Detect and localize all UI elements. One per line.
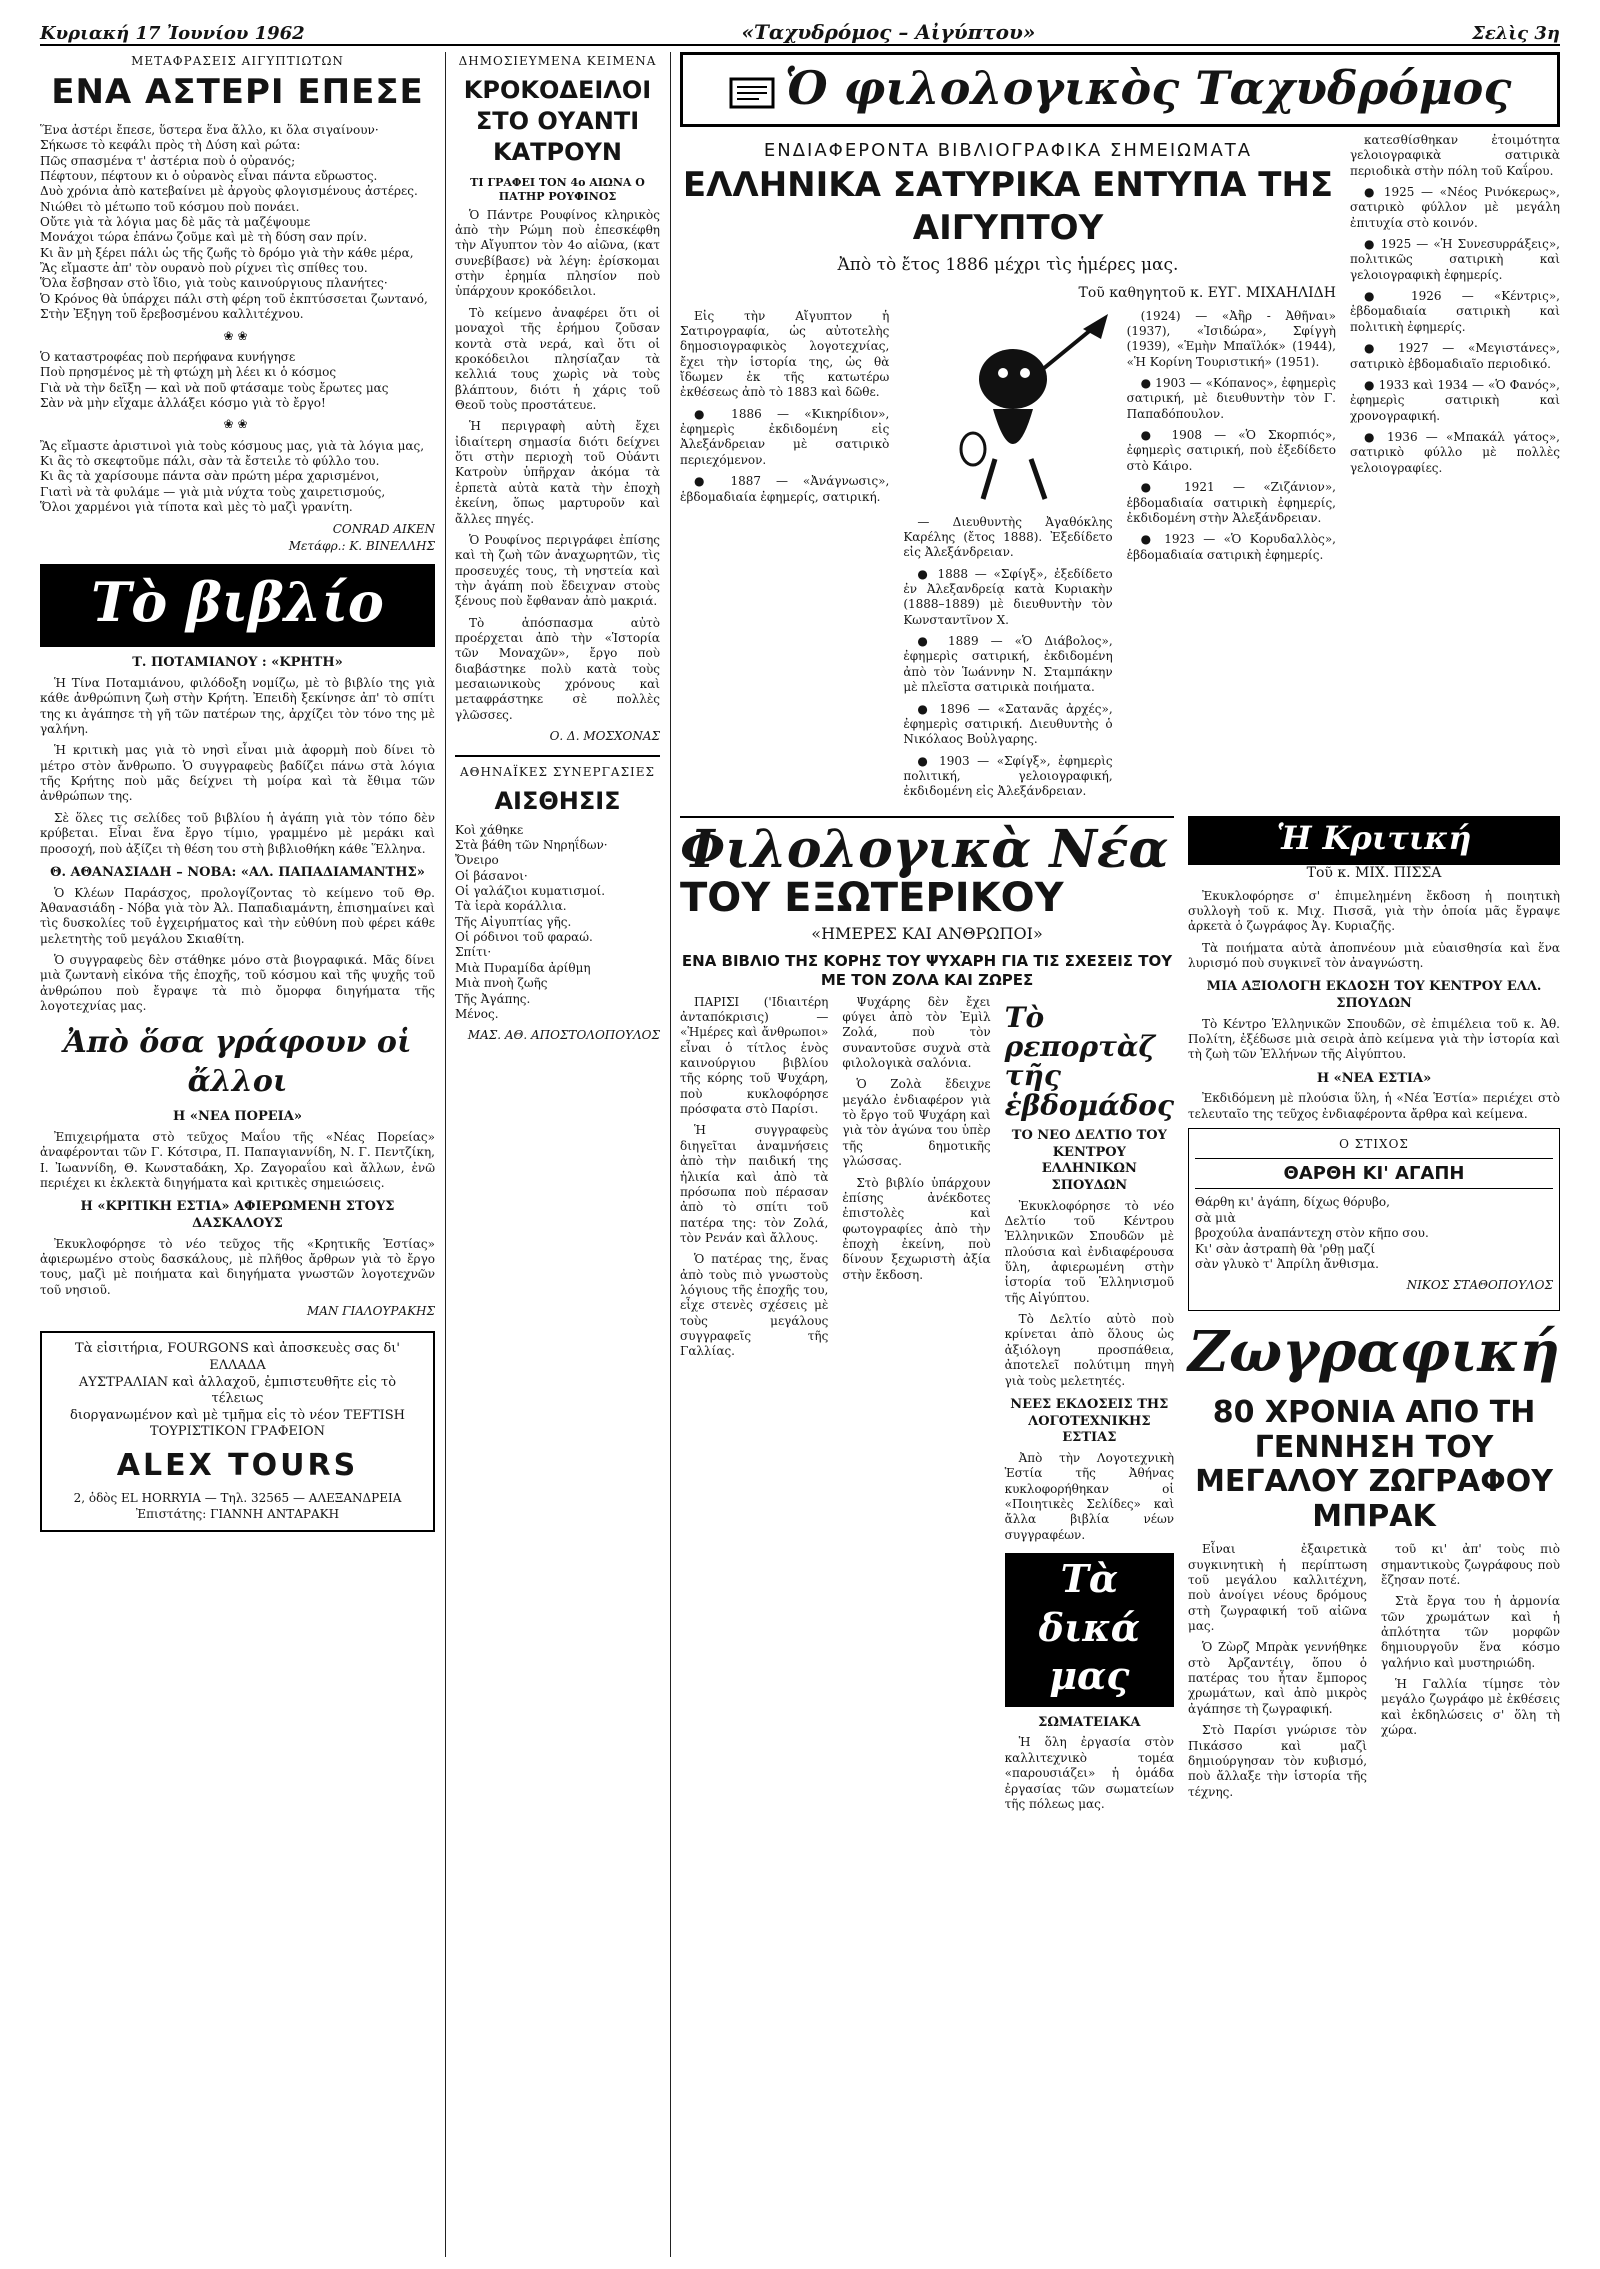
- foreign-news-column: [680, 995, 828, 1819]
- poem-title: ΕΝΑ ΑΣΤΕΡΙ ΕΠΕΣΕ: [51, 72, 424, 113]
- braque-column: [1188, 1542, 1367, 1806]
- paragraph: κατεσθίσθηκαν ἐτοιμότητα γελοιογραφικὰ σατιρικὰ περιοδικὰ στὴν πόλη τοῦ Καΐρου.: [1350, 132, 1560, 178]
- reportaz-heading: ΤΟ ΝΕΟ ΔΕΛΤΙΟ ΤΟΥ ΚΕΝΤΡΟΥ ΕΛΛΗΝΙΚΩΝ ΣΠΟΥΔΩΝ: [1011, 1128, 1167, 1193]
- paragraph: τοῦ κι' ἀπ' τοὺς πιὸ σημαντικοὺς ζωγράφους ποὺ ἔζησαν ποτέ.: [1381, 1542, 1560, 1587]
- article-column: [680, 309, 889, 806]
- poem-line: Γιατὶ νὰ τὰ φυλάμε — γιὰ μιὰ νύχτα τοὺς χαιρετισμούς,: [40, 484, 386, 499]
- poem-line: Στὰ βάθη τῶν Νηρηΐδων·: [455, 837, 608, 852]
- poem-title: ΑΙΣΘΗΣΙΣ: [494, 786, 621, 815]
- paragraph: ● 1933 καὶ 1934 — «Ὁ Φανός», ἐφημερὶς σατιρικὴ καὶ χρονογραφική.: [1350, 377, 1560, 423]
- poem-line: Οἱ ρόδινοι τοῦ φαραώ.: [455, 930, 593, 945]
- paragraph: Στὸ βιβλίο ὑπάρχουν ἐπίσης ἀνέκδοτες ἐπιστολὲς καὶ φωτογραφίες ἀπὸ τὴν ἐποχὴ ἐκείνη, ποὺ δίνουν ξεχωριστὴ ἀξία στὴν ἔκδοση.: [842, 1175, 991, 1282]
- paragraph: ● 1925 — «Νέος Ρινόκερως», σατιρικὸ φύλλον μὲ μεγάλη ἐπιτυχία στὸ κοινόν.: [1350, 184, 1560, 230]
- paragraph: ● 1923 — «Ὁ Κορυδαλλὸς», ἑβδομαδιαία σατιρικὴ ἐφημερίς.: [1126, 532, 1336, 562]
- paragraph: Τὸ κείμενο ἀναφέρει ὅτι οἱ μοναχοὶ τῆς ἐρήμου ζοῦσαν κοντὰ στὰ νερά, καὶ ὅτι οἱ κροκόδειλοι πλησίαζαν τὰ κελλιά τους χωρὶς νὰ τοὺς βλάπτουν, διότι ἡ χάρις τοῦ Θεοῦ τοὺς προστάτευε.: [455, 305, 660, 412]
- paragraph: Ἡ κριτικὴ μας γιὰ τὸ νησὶ εἶναι μιὰ ἀφορμὴ ποὺ δίνει τὸ μέτρο στὸν ἄνθρωπο. Ὁ συγγραφεὺς βαδίζει πάνω στὰ λόγια τῆς Κρήτης ποὺ μᾶς δείχνει τὴ μοίρα καὶ τὰ ἔθιμα τῶν ἀνθρώπων της.: [40, 743, 435, 804]
- ad-manager: Ἐπιστάτης: ΓΙΑΝΝΗ ΑΝΤΑΡΑΚΗ: [135, 1506, 340, 1521]
- article-author: Τοῦ καθηγητοῦ κ. ΕΥΓ. ΜΙΧΑΗΛΙΔΗ: [1078, 284, 1336, 301]
- paragraph: ● 1908 — «Ὁ Σκορπιός», ἐφημερὶς σατιρική, ποὺ ἐξεδίδετο στὸ Κάιρο.: [1126, 428, 1336, 473]
- poem-line: Μένος.: [455, 1006, 499, 1021]
- poem-line: Θάρθη κι' ἀγάπη, δίχως θόρυβο,: [1195, 1195, 1390, 1210]
- poem-line: Κοὶ χάθηκε: [455, 822, 524, 837]
- column-middle: [455, 52, 660, 2257]
- poem-line: Ἂς εἴμαστε ἀριστινοὶ γιὰ τοὺς κόσμους μας, γιὰ τὰ λόγια μας,: [40, 438, 425, 453]
- paragraph: (1924) — «Ἀἢρ - Ἀθῆναι» (1937), «Ἰσιδώρα», Σφίγγὴ (1939), «Ἑμὴν Μπαϊλόκ» (1944), «Ἡ Κορίνη Τουριστική» (1951).: [1126, 308, 1336, 369]
- poem-author: CONRAD AIKEN: [332, 521, 435, 536]
- poem-line: Τῆς Αἰγυπτίας γῆς.: [455, 914, 572, 929]
- review-body: [40, 676, 435, 857]
- paragraph: ● 1921 — «Ζιζάνιον», ἑβδομαδιαία σατιρικὴ ἐφημερίς, ἐκδιδομένη στὴν Ἀλεξάνδρειαν.: [1126, 480, 1336, 525]
- others-heading: Η «ΝΕΑ ΠΟΡΕΙΑ»: [173, 1109, 302, 1125]
- poem-line: Ὁ καταστροφέας ποὺ περήφανα κυνήγησε: [40, 349, 296, 364]
- paragraph: Τὸ Κέντρο Ἑλληνικῶν Σπουδῶν, σὲ ἐπιμέλεια τοῦ κ. Ἀθ. Πολίτη, ἐξέδωσε μιὰ σειρὰ ἀπὸ κείμενα γιὰ τὴν ἱστορία καὶ τὴ ζωὴ τῶν Ἑλλήνων τῆς Αἰγύπτου.: [1188, 1016, 1560, 1062]
- article-subtitle: ΤΙ ΓΡΑΦΕΙ ΤΟΝ 4ο ΑΙΩΝΑ Ο ΠΑΤΗΡ ΡΟΥΦΙΝΟΣ: [470, 175, 645, 203]
- section-kicker: ΜΕΤΑΦΡΑΣΕΙΣ ΑΙΓΥΠΤΙΩΤΩΝ: [131, 54, 344, 68]
- section-logo-text: Ὁ φιλολογικὸς Ταχυδρόμος: [784, 61, 1512, 115]
- our-news-heading: ΣΩΜΑΤΕΙΑΚΑ: [1038, 1714, 1141, 1730]
- section-kicker: ΕΝΔΙΑΦΕΡΟΝΤΑ ΒΙΒΛΙΟΓΡΑΦΙΚΑ ΣΗΜΕΙΩΜΑΤΑ: [763, 139, 1253, 161]
- divider: [455, 755, 660, 757]
- paragraph: Ἐκυκλοφόρησε σ' ἐπιμελημένη ἔκδοση ἡ ποιητικὴ συλλογὴ τοῦ κ. Μιχ. Πισσᾶ, γιὰ τὴν ὁποία μᾶς ἔγραψε ἀρκετὰ ὁ ζωγράφος Ἀγ. Κυριαζῆς.: [1188, 888, 1560, 934]
- paragraph: Τὸ Δελτίο αὐτὸ ποὺ κρίνεται ἀπὸ ὅλους ὡς ἀξιόλογη προσπάθεια, ἀποτελεῖ πολύτιμη πηγὴ γιὰ τοὺς μελετητές.: [1004, 1312, 1175, 1388]
- alex-tours-advertisement: [40, 1331, 435, 1532]
- foreign-news-heading: ΕΝΑ ΒΙΒΛΙΟ ΤΗΣ ΚΟΡΗΣ ΤΟΥ ΨΥΧΑΡΗ ΓΙΑ ΤΙΣ ΣΧΕΣΕΙΣ ΤΟΥ ΜΕ ΤΟΝ ΖΟΛΑ ΚΑΙ ΖΩΡΕΣ: [681, 952, 1173, 990]
- newspaper-icon: [729, 73, 775, 111]
- paragraph: Ἐκδιδόμενη μὲ πλούσια ὕλη, ἡ «Νέα Ἑστία» περιέχει στὸ τελευταῖο της τεῦχος ἐνδιαφέροντα ἄρθρα καὶ κείμενα.: [1188, 1091, 1560, 1121]
- poem-line: Μιὰ πνοὴ ζωῆς: [455, 976, 548, 991]
- paragraph: Ἡ συγγραφεὺς διηγεῖται ἀναμνήσεις ἀπὸ τὴν παιδική της ἡλικία καὶ ἀπὸ τὰ πρόσωπα ποὺ πέρασαν ἀπὸ τὸ σπίτι τοῦ πατέρα της: τὸν Ζολά, τὸν Ρενάν καὶ ἄλλους.: [680, 1123, 829, 1245]
- poem-line: Στὴν Ἐξηγη τοῦ ἔρεβοσμένου καλλιτέχνου.: [40, 307, 304, 322]
- others-body: [40, 1130, 435, 1191]
- paragraph: ● 1936 — «Μπακάλ γάτος», σατιρικὸ φύλλο μὲ πολλὲς γελοιογραφίες.: [1350, 429, 1560, 475]
- paragraph: ● 1888 — «Σφίγξ», ἐξεδίδετο ἐν Ἀλεξανδρείᾳ κατὰ Κυριακὴν (1888–1889) μὲ διευθυντὴν τὸν Κωνσταντῖνον Χ.: [903, 566, 1113, 627]
- separator-ornament: ❀❀: [223, 417, 252, 432]
- article-title: ΚΡΟΚΟΔΕΙΛΟΙ ΣΤΟ ΟΥΑΝΤΙ ΚΑΤΡΟΥΝ: [463, 76, 652, 166]
- article-body: [455, 208, 660, 724]
- paragraph: ● 1887 — «Ἀνάγνωσις», ἑβδομαδιαία ἐφημερίς, σατιρική.: [680, 474, 890, 504]
- critique-author: Τοῦ κ. ΜΙΧ. ΠΙΣΣΑ: [1306, 864, 1442, 881]
- poem-line: Ὄνειρο: [455, 853, 499, 868]
- reportaz-body: [1005, 1199, 1174, 1389]
- review-body: [40, 886, 435, 1015]
- ad-line: διοργανωμένον καὶ μὲ τμῆμα εἰς τὸ νέον TEFTISH: [70, 1407, 405, 1423]
- poem-line: Ὅλα ἔσβησαν στὸ ἴδιο, γιὰ τοὺς καινούργιους πλανήτες·: [40, 276, 388, 291]
- poem-line: Ὅλοι χαρμένοι γιὰ τίποτα καὶ μὲς τὸ μαζὶ γρανίτη.: [40, 500, 353, 515]
- article-author: Ο. Δ. ΜΟΣΧΟΝΑΣ: [549, 729, 660, 744]
- poem-translator: Μετάφρ.: Κ. ΒΙΝΕΛΛΗΣ: [288, 538, 435, 553]
- lit-body: [1005, 1451, 1174, 1543]
- column-left: [40, 52, 435, 2257]
- paragraph: Ὁ Πάντρε Ρουφίνος κληρικὸς ἀπὸ τὴν Ρώμη ποὺ ἐπεσκέφθη τὴν Αἴγυπτον τὸν 4ο αἰῶνα, (κατ συνεβίβασε) νὰ λέγη: ἐρίσκομαι στὴν ἐρημία πλησίον ποὺ ὑπάρχουν κροκόδειλοι.: [455, 207, 660, 299]
- paragraph: Τὸ ἀπόσπασμα αὐτὸ προέρχεται ἀπὸ τὴν «Ἱστορία τῶν Μοναχῶν», ἔργο ποὺ διαβάστηκε πολὺ κατὰ τοὺς μεσαιωνικοὺς χρόνους καὶ μεταφράστηκε σὲ πολλὲς γλῶσσες.: [455, 615, 660, 722]
- poem-title: ΘΑΡΘΗ ΚΙ' ΑΓΑΠΗ: [1195, 1158, 1553, 1189]
- book-section-banner: Τὸ βιβλίο: [40, 564, 435, 647]
- nea-estia-heading: Η «ΝΕΑ ΕΣΤΙΑ»: [1316, 1070, 1432, 1086]
- issue-date: Κυριακή 17 Ἰουνίου 1962: [40, 23, 305, 44]
- paragraph: Ψυχάρης δὲν ἔχει φύγει ἀπὸ τὸν Ἐμὶλ Ζολά, ποὺ τὸν συναντοῦσε συχνὰ στὰ φιλολογικὰ σαλόνια.: [842, 994, 991, 1070]
- edition-heading: ΜΙΑ ΑΞΙΟΛΟΓΗ ΕΚΔΟΣΗ ΤΟΥ ΚΕΝΤΡΟΥ ΕΛΛ. ΣΠΟΥΔΩΝ: [1206, 979, 1542, 1011]
- article-column: [1127, 309, 1336, 806]
- paragraph: ● 1889 — «Ὁ Διάβολος», ἐφημερὶς σατιρική, ἐκδιδομένη ἀπὸ τὸν Ἱωάννην Ν. Σταμπάκην μὲ πλεῖστα σατιρικὰ ποιήματα.: [903, 634, 1113, 695]
- foreign-news-banner: Φιλολογικὰ Νέα: [680, 818, 1169, 880]
- paragraph: Στὸ Παρίσι γνώρισε τὸν Πικάσσο καὶ μαζὶ δημιούργησαν τὸν κυβισμό, ποὺ ἄλλαξε τὴν ἱστορία τῆς τέχνης.: [1188, 1723, 1368, 1799]
- poem-part-3: [40, 439, 435, 516]
- poem-line: Σὰν νὰ μὴν εἴχαμε ἀλλάξει κόσμο γιὰ τὸ ἔργο!: [40, 395, 326, 410]
- poem-line: Ὁ Κρόνος θὰ ὑπάρχει πάλι στὴ φέρη τοῦ ἐκπτύσσεται ζωντανό,: [40, 291, 428, 306]
- paragraph: Ὁ Κλέων Παράσχος, προλογίζοντας τὸ κείμενο τοῦ Θρ. Ἀθανασιάδη - Νόβα γιὰ τὸν Ἀλ. Παπαδιαμάντη, ἐπισημαίνει καὶ τὶς δυσκολίες τοῦ ἐγχειρήματος καὶ τὴν εὐθύνη ποὺ φέρει κάθε μελετητὴς τοῦ μεγάλου Σκιαθίτη.: [40, 885, 435, 946]
- column-right: [680, 52, 1560, 2257]
- section-kicker: ΑΘΗΝΑΪΚΕΣ ΣΥΝΕΡΓΑΣΙΕΣ: [459, 764, 656, 779]
- paragraph: ● 1903 — «Κόπανος», ἐφημερὶς σατιρική, μὲ διευθυντὴν τὸν Γ. Παπαδόπουλον.: [1126, 376, 1336, 421]
- poem-line: Σπίτι·: [455, 945, 492, 960]
- paragraph: ● 1896 — «Σατανᾶς ἀρχές», ἐφημερὶς σατιρική. Διευθυντὴς ὁ Νικόλαος Βοὐλγαρης.: [903, 701, 1113, 747]
- paragraph: ● 1926 — «Κέντρις», ἑβδομαδιαία σατιρικὴ καὶ πολιτικὴ ἐφημερίς.: [1350, 289, 1560, 334]
- cartoon-illustration: [933, 309, 1113, 509]
- paragraph: — Διευθυντὴς Ἀγαθόκλης Καρέλης (ἔτος 1888). Ἐξεδίδετο εἰς Ἀλεξάνδρειαν.: [903, 514, 1113, 560]
- article-title: ΕΛΛΗΝΙΚΑ ΣΑΤΥΡΙΚΑ ΕΝΤΥΠΑ ΤΗΣ ΑΙΓΥΠΤΟΥ: [682, 164, 1334, 249]
- poem-line: Ἂς εἴμαστε ἀπ' τὸν ουρανὸ ποὺ ρίχνει τὶς σπίθες του.: [40, 261, 368, 276]
- others-body: [40, 1237, 435, 1298]
- others-heading: Η «ΚΡΙΤΙΚΗ ΕΣΤΙΑ» ΑΦΙΕΡΩΜΕΝΗ ΣΤΟΥΣ ΔΑΣΚΑΛΟΥΣ: [80, 1199, 395, 1231]
- painting-section-logo: Ζωγραφική: [1188, 1318, 1560, 1385]
- paragraph: ● 1886 — «Κικηρίδιον», ἐφημερὶς ἐκδιδομένη εἰς Ἀλεξάνδρειαν μὲ σατιρικὸ περιεχόμενον.: [680, 406, 890, 467]
- paragraph: Ἡ Τίνα Ποταμιάνου, φιλόδοξη νομίζω, μὲ τὸ βιβλίο της γιὰ κάθε ἀνθρώπινη ζωὴ στὴν Κρήτη. Ἐπειδὴ ξεκίνησε ἀπ' τὸ σπίτι της κι ἀγάπησε τὴ γῆ τῶν πατέρων της, ἀρχίζει τὸν τόνο της μὲ γαλήνη.: [40, 675, 435, 737]
- poem-part-1: [40, 123, 435, 323]
- reportaz-banner: Τὸ ρεπορτὰζ τῆς ἑβδομάδος: [1004, 1000, 1175, 1122]
- poem-line: Οἱ βάσανοι·: [455, 868, 528, 883]
- poem-line: Κι ἂς τὰ χαρίσουμε πάντα σὰν πρώτη μέρα χαρισμένοι,: [40, 469, 380, 484]
- others-section-banner: Ἀπὸ ὅσα γράφουν οἱ ἄλλοι: [63, 1025, 412, 1099]
- paragraph: Ἐκυκλοφόρησε τὸ νέο τεῦχος τῆς «Κρητικῆς Ἑστίας» ἀφιερωμένο στοὺς δασκάλους, μὲ πλῆθος ἄρθρων γιὰ τὸ ἔργο τους, μαζὶ μὲ ποιήματα καὶ διηγήματα γνωστῶν λογοτεχνῶν τοῦ νησιοῦ.: [40, 1236, 435, 1297]
- poem-line: Κι ἂς τὸ σκεφτοῦμε πάλι, σὰν τὰ ἔστειλε τὸ φύλλο του.: [40, 454, 380, 469]
- column-divider: [445, 52, 446, 2257]
- poem-line: βροχούλα ἀναπάντεχη στὸν κῆπο σου.: [1195, 1226, 1429, 1241]
- poem-line: Μονάχοι τώρα ἐπάνω ζοῦμε καὶ μὲ τὴ δύση σαν πρίν.: [40, 230, 368, 245]
- review-heading: Θ. ΑΘΑΝΑΣΙΑΔΗ – ΝΟΒΑ: «ΑΛ. ΠΑΠΑΔΙΑΜΑΝΤΗΣ»: [50, 864, 425, 880]
- poem-line: Τῆς Ἀγάπης.: [455, 991, 531, 1006]
- poem-part-2: [40, 350, 435, 411]
- poem-line: Τὰ ἱερὰ κοράλλια.: [455, 899, 567, 914]
- poem-line: Ἕνα ἀστέρι ἔπεσε, ὕστερα ἕνα ἄλλο, κι ὅλα σιγαίνουν·: [40, 122, 379, 137]
- paragraph: Στὰ ἔργα του ἡ ἀρμονία τῶν χρωμάτων καὶ ἡ ἀπλότητα τῶν μορφῶν δημιουργοῦν ἕνα κόσμο γαλήνιο καὶ μυστηριώδη.: [1381, 1594, 1560, 1670]
- paragraph: Ὁ Ρουφίνος περιγράφει ἐπίσης καὶ τὴ ζωὴ τῶν ἀναχωρητῶν, τὶς προσευχές τους, τὴ νηστεία καὶ τὴν ἀγάπη ποὺ ἔδειχναν στοὺς ξένους ποὺ ἔφθαναν ἀπὸ μακριά.: [455, 532, 660, 609]
- paragraph: Σὲ ὅλες τις σελίδες τοῦ βιβλίου ἡ ἀγάπη γιὰ τὸν τόπο δὲν κρύβεται. Εἶναι ἕνα ἔργο τίμιο, γραμμένο μὲ μεράκι καὶ προσοχή, ποὺ ἀξίζει τὴ θέση του στὴ βιβλιοθήκη κάθε Ἕλληνα.: [40, 810, 435, 856]
- paragraph: Ἀπὸ τὴν Λογοτεχνικὴ Ἑστία τῆς Ἀθήνας κυκλοφορήθηκαν οἱ «Ποιητικὲς Σελίδες» καὶ ἄλλα βιβλία νέων συγγραφέων.: [1004, 1450, 1175, 1542]
- poem-line: σὰν γλυκὸ τ' Ἀπρίλη ἄνθισμα.: [1195, 1256, 1379, 1271]
- masthead: [40, 10, 1560, 46]
- poem-line: Δυὸ χρόνια ἀπὸ κατεβαίνει μὲ ἀργοὺς φλογισμένους ἀστέρες.: [40, 184, 418, 199]
- ad-line: ΑΥΣΤΡΑΛΙΑΝ καὶ ἀλλαχοῦ, ἐμπιστευθῆτε εἰς τὸ τέλειως: [78, 1374, 397, 1407]
- paragraph: ● 1925 — «Ἡ Συνεσυρράξεις», πολιτικῶς σατιρικὴ καὶ γελοιογραφικὴ ἐφημερίς.: [1350, 237, 1560, 282]
- paragraph: Ἡ Γαλλία τίμησε τὸν μεγάλο ζωγράφο μὲ ἐκθέσεις καὶ ἐκδηλώσεις σ' ὅλη τὴ χώρα.: [1381, 1677, 1560, 1738]
- section-kicker: ΔΗΜΟΣΙΕΥΜΕΝΑ ΚΕΙΜΕΝΑ: [458, 54, 657, 68]
- paragraph: Ὁ Ζολὰ ἔδειχνε μεγάλο ἐνδιαφέρον γιὰ τὸ ἔργο τοῦ Ψυχάρη καὶ γιὰ τὸν ἀγώνα του ὑπὲρ τῆς δημοτικῆς γλώσσας.: [842, 1077, 991, 1169]
- poem-line: Σήκωσε τὸ κεφάλι πρὸς τὴ Δύση καὶ ρώτα:: [40, 138, 301, 153]
- page-number: Σελὶς 3η: [1472, 23, 1560, 44]
- section-logo: [680, 52, 1560, 127]
- poem-line: Πέφτουν, πέφτουν κι ὁ οὐρανὸς εἶναι πάντα εὔρωστος.: [40, 168, 378, 183]
- poem-line: Κι ἂν μὴ ξέρει πάλι ὡς τῆς ζωῆς τὸ δρόμο γιὰ τὴν κάθε μέρα,: [40, 245, 414, 260]
- poem-box: [1188, 1128, 1560, 1311]
- separator-ornament: ❀❀: [223, 328, 252, 343]
- foreign-news-banner-sub: ΤΟΥ ΕΞΩΤΕΡΙΚΟΥ: [680, 874, 1064, 921]
- poem-body: [1195, 1195, 1553, 1272]
- paragraph: Εἶναι ἐξαιρετικὰ συγκινητικὴ ἡ περίπτωση τοῦ μεγάλου καλλιτέχνη, ποὺ ἀνοίγει νέους δρόμους στὴ ζωγραφική τοῦ αἰῶνα μας.: [1188, 1542, 1368, 1634]
- article-deck: Ἀπὸ τὸ ἔτος 1886 μέχρι τὶς ἡμέρες μας.: [837, 254, 1179, 275]
- paragraph: Ἡ περιγραφὴ αὐτὴ ἔχει ἰδιαίτερη σημασία διότι δείχνει ὅτι στὴν περιοχὴ τοῦ Οὐάντι Κατροὺν ὑπῆρχαν ἀκόμα τὰ ἑρπετὰ αὐτὰ κατὰ τὴν ἐποχὴ ἐκείνη, ὅπως μαρτυροῦν καὶ ἄλλες πηγές.: [455, 419, 660, 526]
- poem-body: [455, 823, 660, 1023]
- paragraph: Ὁ πατέρας της, ἕνας ἀπὸ τοὺς πιὸ γνωστοὺς λόγιους τῆς ἐποχῆς του, εἶχε στενὲς σχέσεις μὲ τοὺς μεγάλους συγγραφεῖς τῆς Γαλλίας.: [680, 1252, 829, 1359]
- poem-line: Μιὰ Πυραμίδα ἀρίθμη: [455, 960, 591, 975]
- poem-line: Νιώθει τὸ μέτωπο τοῦ κόσμου ποὺ πονάει.: [40, 199, 300, 214]
- ad-address: 2, ὁδὸς EL HORRYIA — Τηλ. 32565 — ΑΛΕΞΑΝΔΡΕΙΑ: [73, 1491, 402, 1506]
- paragraph: Ὁ Ζὼρζ Μπρὰκ γεννήθηκε στὸ Ἀρζαντέιγ, ὅπου ὁ πατέρας του ἦταν ἔμπορος χρωμάτων, καὶ ἀπὸ μικρὸς ἀγάπησε τὴ ζωγραφική.: [1188, 1640, 1368, 1716]
- poem-author: ΜΑΣ. ΑΘ. ΑΠΟΣΤΟΛΟΠΟΥΛΟΣ: [467, 1028, 660, 1043]
- foreign-news-section: [680, 816, 1174, 1819]
- poem-line: Γιὰ νὰ τὴν δεῖξη — καὶ νὰ ποῦ φτάσαμε τοὺς ἔρωτες μας: [40, 380, 389, 395]
- poem-line: σὰ μιὰ: [1195, 1210, 1236, 1225]
- poem-author: ΝΙΚΟΣ ΣΤΑΘΟΠΟΥΛΟΣ: [1406, 1278, 1553, 1293]
- foreign-news-column: [842, 995, 990, 1819]
- braque-article-title: 80 ΧΡΟΝΙΑ ΑΠΟ ΤΗ ΓΕΝΝΗΣΗ ΤΟΥ ΜΕΓΑΛΟΥ ΖΩΓΡΑΦΟΥ ΜΠΡΑΚ: [1195, 1395, 1553, 1534]
- our-news-banner: Τὰ δικά μας: [1005, 1553, 1174, 1707]
- paragraph: ΠΑΡΙΣΙ ('Ιδιαιτέρη ἀνταπόκρισις) — «Ἡμέρες καὶ ἄνθρωποι» εἶναι ὁ τίτλος ἑνὸς καινούργιου βιβλίου τῆς κόρης τοῦ Ψυχάρη, ποὺ κυκλοφόρησε πρόσφατα στὸ Παρίσι.: [680, 994, 829, 1117]
- paragraph: Ἐκυκλοφόρησε τὸ νέο Δελτίο τοῦ Κέντρου Ἑλληνικῶν Σπουδῶν μὲ πλούσια καὶ ἐνδιαφέρουσα ὕλη, ἀφιερωμένη στὴν ἱστορία τοῦ Ἑλληνισμοῦ τῆς Αἰγύπτου.: [1004, 1198, 1175, 1305]
- critique-banner: Ἡ Κριτική: [1188, 816, 1560, 865]
- edition-body: [1188, 1017, 1560, 1063]
- braque-column: [1381, 1542, 1560, 1806]
- ad-line: Τὰ εἰσιτήρια, FOURGONS καὶ ἀποσκευὲς σας δι' ΕΛΛΑΔΑ: [75, 1341, 400, 1373]
- poem-line: Ποὺ πρησμένος μὲ τὴ φτώχη μὴ λέει κι ὁ κόσμος: [40, 365, 337, 380]
- lit-heading: ΝΕΕΣ ΕΚΔΟΣΕΙΣ ΤΗΣ ΛΟΓΟΤΕΧΝΙΚΗΣ ΕΣΤΙΑΣ: [1010, 1396, 1169, 1446]
- poem-line: Κι' σὰν ἀστραπὴ θὰ 'ρθῃ μαζί: [1195, 1241, 1376, 1256]
- nea-estia-body: [1188, 1091, 1560, 1122]
- ad-line: ΤΟΥΡΙΣΤΙΚΟΝ ΓΡΑΦΕΙΟΝ: [149, 1424, 326, 1440]
- column-divider: [670, 52, 671, 2257]
- poem-line: Οὔτε γιὰ τὰ λόγια μας δὲ μᾶς τὰ μαζέψουμε: [40, 215, 311, 230]
- paragraph: ● 1927 — «Μεγιστάνες», σατιρικὸ ἑβδομαδιαῖο περιοδικό.: [1350, 341, 1560, 371]
- foreign-news-subtitle: «ΗΜΕΡΕΣ ΚΑΙ ΑΝΘΡΩΠΟΙ»: [811, 923, 1043, 943]
- paragraph: Ἡ ὅλη ἐργασία στὸν καλλιτεχνικὸ τομέα «παρουσιάζει» ἡ ὁμάδα ἐργασίας τῶν σωματείων τῆς πόλεως μας.: [1004, 1735, 1175, 1811]
- poem-line: Οἱ γαλάζιοι κυματισμοί.: [455, 884, 606, 899]
- our-news-body: [1005, 1735, 1174, 1812]
- critique-body: [1188, 889, 1560, 972]
- ad-brand: ALEX TOURS: [116, 1448, 359, 1484]
- newspaper-name: «Ταχυδρόμος – Αἰγύπτου»: [741, 20, 1036, 44]
- paragraph: Ἐπιχειρήματα στὸ τεῦχος Μαΐου τῆς «Νέας Πορείας» ἀναφέρονται τῶν Γ. Κότσιρα, Π. Παπαγιαννίδη, Ν. Γ. Πεντζίκη, Ι. Ἰωαννίδη, Θ. Κωνσταδάκη, Χρ. Ζαγοραΐου καὶ ἄλλων, ἐνῶ περιέχει κι ἐκλεκτὰ διηγήματα καὶ κριτικὲς σημειώσεις.: [40, 1129, 435, 1190]
- paragraph: Εἰς τὴν Αἴγυπτον ἡ Σατιρογραφία, ὡς αὐτοτελὴς δημοσιογραφικὸς λογοτεχνίας, ἔχει τὴν ἱστορία της, ὡς θὰ ἴδωμεν ἐκ τῆς κατωτέρω ἐκθέσεως ἀπὸ τὸ 1883 καὶ δῶθε.: [680, 308, 890, 400]
- paragraph: ● 1903 — «Σφίγξ», ἐφημερὶς πολιτική, γελοιογραφική, ἐκδιδομένη εἰς Ἀλεξάνδρειαν.: [903, 753, 1113, 799]
- poem-line: Πῶς σπασμένα τ' ἀστέρια ποὺ ὁ οὐρανός;: [40, 153, 296, 168]
- paragraph: Τὰ ποιήματα αὐτὰ ἀποπνέουν μιὰ εὐαισθησία καὶ ἕνα λυρισμό ποὺ συγκινεῖ τὸν ἀναγνώστη.: [1188, 940, 1560, 970]
- poem-kicker: Ο ΣΤΙΧΟΣ: [1339, 1137, 1409, 1152]
- article-column: [1350, 133, 1560, 806]
- paragraph: Ὁ συγγραφεὺς δὲν στάθηκε μόνο στὰ βιογραφικά. Μᾶς δίνει μιὰ ζωντανὴ εἰκόνα τῆς ἐποχῆς, τοῦ κόσμου καὶ τῆς ψυχῆς τοῦ ἀνθρώπου ποὺ ἔγραψε τὰ πιὸ ὄμορφα διηγήματα τῆς λογοτεχνίας μας.: [40, 952, 435, 1014]
- review-heading: Τ. ΠΟΤΑΜΙΑΝΟΥ : «ΚΡΗΤΗ»: [132, 655, 343, 671]
- others-author: ΜΑΝ ΓΙΑΛΟΥΡΑΚΗΣ: [306, 1303, 435, 1318]
